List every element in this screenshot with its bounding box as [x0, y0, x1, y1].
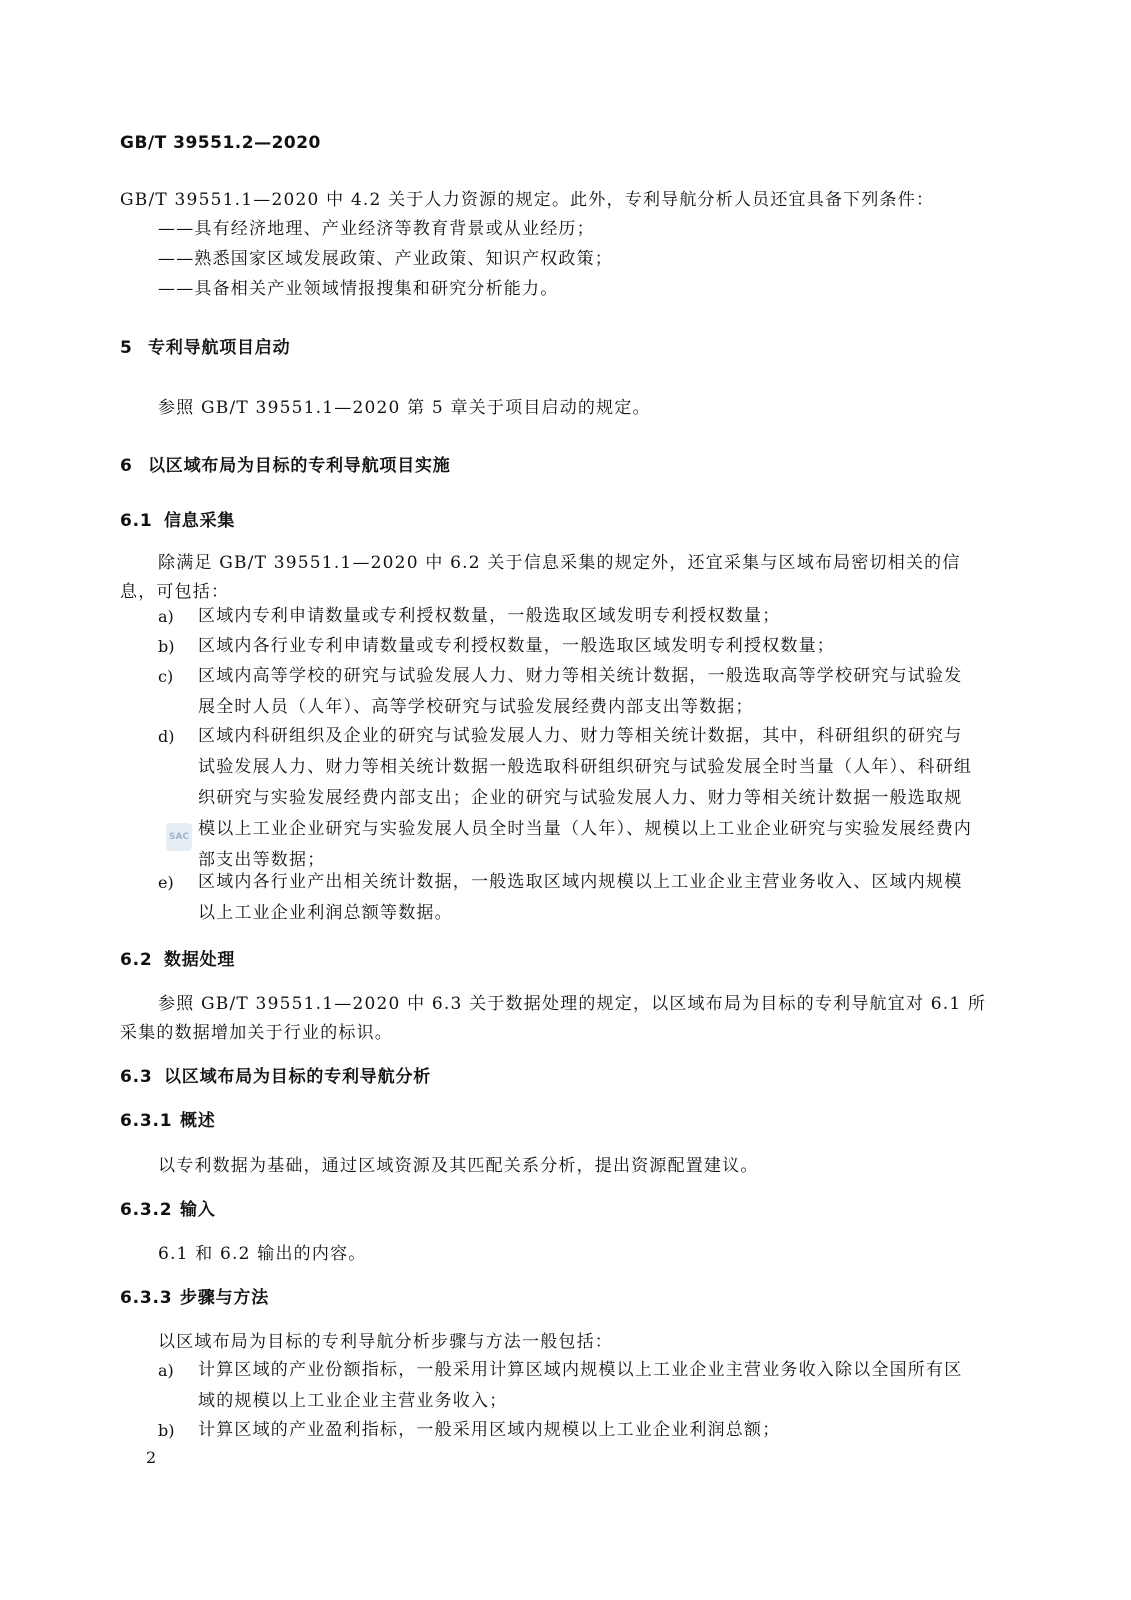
section-title: 步骤与方法	[180, 1288, 269, 1308]
section-6-3-3-text: 以区域布局为目标的专利导航分析步骤与方法一般包括：	[158, 1332, 613, 1352]
section-title: 以区域布局为目标的专利导航项目实施	[148, 456, 451, 476]
section-6-2-heading	[120, 945, 235, 970]
list-item-text: 区域内各行业产出相关统计数据，一般选取区域内规模以上工业企业主营业务收入、区域内规模以上工业企业利润总额等数据。	[198, 872, 963, 923]
sac-watermark: SAC	[166, 823, 192, 851]
section-6-3-3-heading	[120, 1283, 269, 1308]
list-item-text: 区域内高等学校的研究与试验发展人力、财力等相关统计数据，一般选取高等学校研究与试验发展全时人员（人年）、高等学校研究与试验发展经费内部支出等数据；	[198, 666, 963, 717]
section-title: 专利导航项目启动	[148, 338, 291, 358]
section-number: 6.1	[120, 511, 153, 531]
list-item-text: 区域内专利申请数量或专利授权数量，一般选取区域发明专利授权数量；	[198, 606, 781, 626]
section-number: 6.3.3	[120, 1288, 173, 1308]
list-item-letter: e)	[158, 873, 174, 892]
section-6-3-1-text: 以专利数据为基础，通过区域资源及其匹配关系分析，提出资源配置建议。	[158, 1156, 759, 1176]
section-6-3-2-text: 6.1 和 6.2 输出的内容。	[158, 1244, 367, 1264]
list-item-letter: a)	[158, 607, 174, 626]
dash-item-3: ——具备相关产业领域情报搜集和研究分析能力。	[158, 279, 559, 299]
page-number: 2	[146, 1448, 157, 1467]
list-item-text: 计算区域的产业盈利指标，一般采用区域内规模以上工业企业利润总额；	[198, 1420, 781, 1440]
section-number: 6.3	[120, 1067, 153, 1087]
section-6-3-heading	[120, 1062, 431, 1087]
section-number: 6.3.2	[120, 1200, 173, 1220]
list-item-text: 区域内科研组织及企业的研究与试验发展人力、财力等相关统计数据，其中，科研组织的研究与试验发展人力、财力等相关统计数据一般选取科研组织研究与试验发展全时当量（人年）、科研组织研究与实验发展经费内部支出；企业的研究与试验发展人力、财力等相关统计数据一般选取规模以上工业企业研究与实验发展人员全时当量（人年）、规模以上工业企业研究与实验发展经费内部支出等数据；	[198, 726, 973, 870]
section-title: 以区域布局为目标的专利导航分析	[164, 1067, 431, 1087]
section-title: 信息采集	[164, 511, 236, 531]
section-5-text: 参照 GB/T 39551.1—2020 第 5 章关于项目启动的规定。	[158, 398, 651, 418]
section-6-3-1-heading	[120, 1106, 216, 1131]
section-title: 概述	[180, 1111, 216, 1131]
list-item-letter: b)	[158, 1421, 175, 1440]
section-number: 6	[120, 456, 133, 476]
section-5-heading	[120, 333, 290, 358]
list-item-letter: c)	[158, 667, 174, 686]
dash-item-2: ——熟悉国家区域发展政策、产业政策、知识产权政策；	[158, 249, 613, 269]
section-number: 5	[120, 338, 133, 358]
list-item-text: 区域内各行业专利申请数量或专利授权数量，一般选取区域发明专利授权数量；	[198, 636, 835, 656]
section-6-heading	[120, 451, 451, 476]
section-6-2-line1: 参照 GB/T 39551.1—2020 中 6.3 关于数据处理的规定，以区域布局为目标的专利导航宜对 6.1 所	[158, 994, 987, 1014]
section-title: 输入	[180, 1200, 216, 1220]
section-6-3-2-heading	[120, 1195, 216, 1220]
list-item-text: 计算区域的产业份额指标，一般采用计算区域内规模以上工业企业主营业务收入除以全国所有区域的规模以上工业企业主营业务收入；	[198, 1360, 963, 1411]
section-6-2-line2: 采集的数据增加关于行业的标识。	[120, 1023, 393, 1043]
section-6-1-line1: 除满足 GB/T 39551.1—2020 中 6.2 关于信息采集的规定外，还宜采集与区域布局密切相关的信	[158, 553, 961, 573]
intro-line: GB/T 39551.1—2020 中 4.2 关于人力资源的规定。此外，专利导航分析人员还宜具备下列条件：	[120, 190, 935, 210]
section-6-1-line2: 息，可包括：	[120, 582, 230, 602]
section-6-1-heading	[120, 506, 235, 531]
list-item-letter: d)	[158, 727, 175, 746]
list-item-letter: a)	[158, 1361, 174, 1380]
section-number: 6.2	[120, 950, 153, 970]
dash-item-1: ——具有经济地理、产业经济等教育背景或从业经历；	[158, 219, 595, 239]
section-title: 数据处理	[164, 950, 236, 970]
section-number: 6.3.1	[120, 1111, 173, 1131]
list-item-letter: b)	[158, 637, 175, 656]
standard-code-header: GB/T 39551.2—2020	[120, 133, 321, 153]
